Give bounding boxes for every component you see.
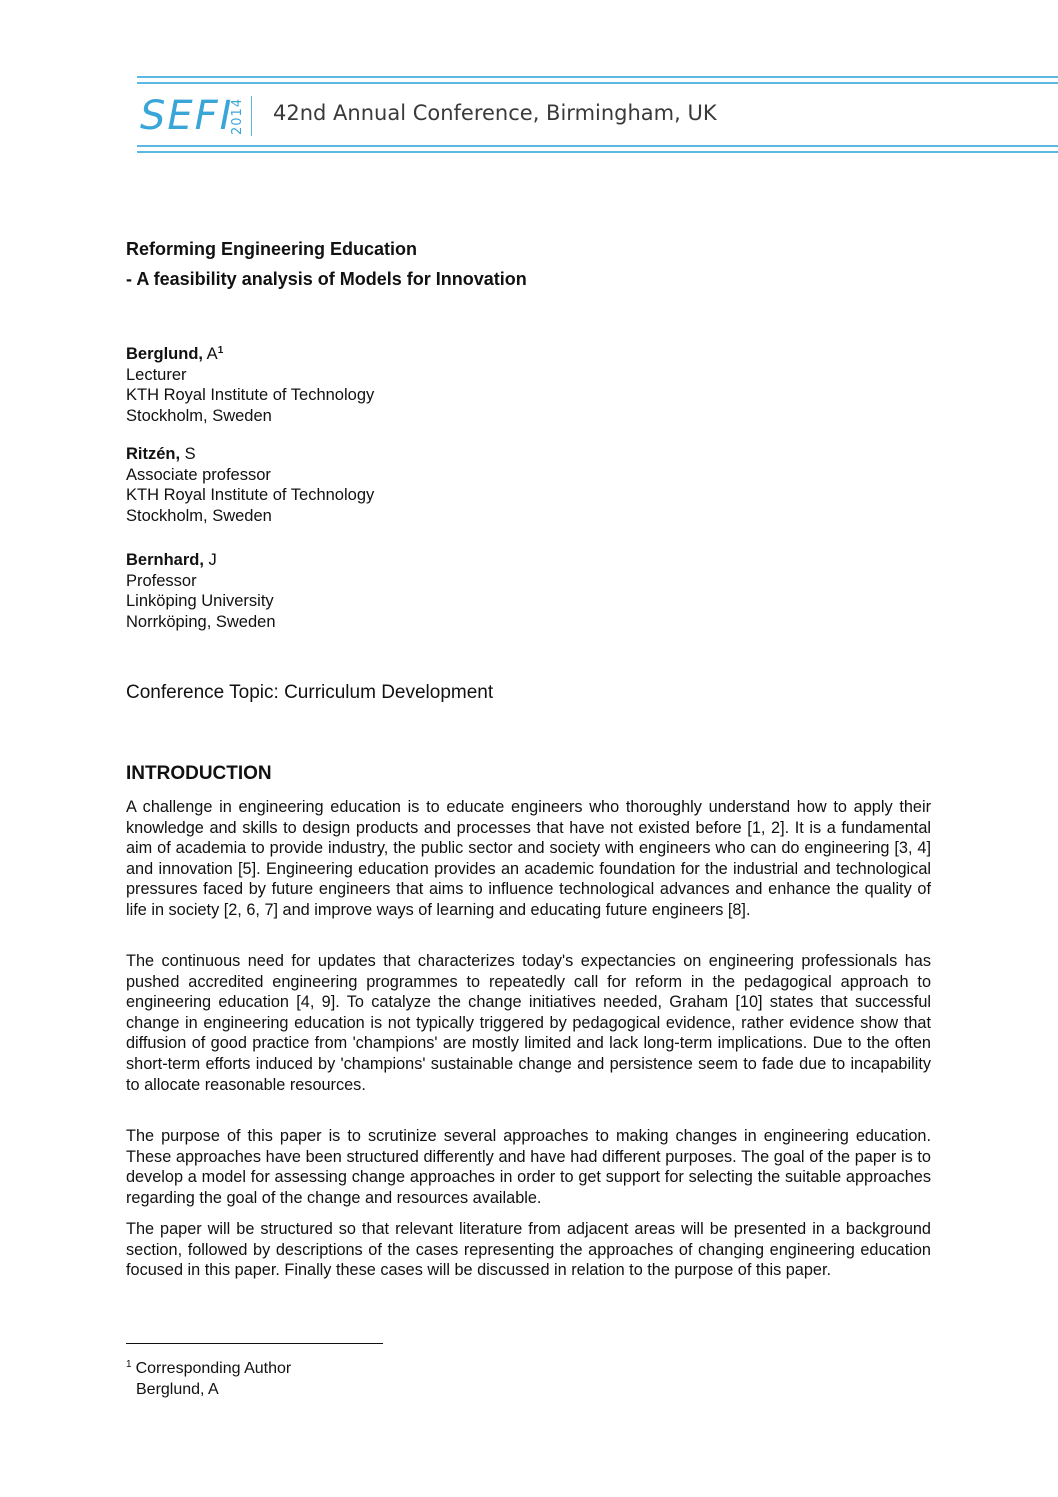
author-block <box>126 550 276 632</box>
header-rule-top-inner <box>137 82 1058 84</box>
body-paragraph: The paper will be structured so that relevant literature from adjacent areas will be presented in a background section, followed by descriptions of the cases representing the approaches of changing engineering education focused in this paper. Finally these cases will be discussed in relation to the purpose of this paper. <box>126 1220 931 1280</box>
footnote-text: Corresponding Author <box>135 1360 292 1377</box>
author-role: Professor <box>126 571 197 590</box>
header-rule-bottom-inner <box>137 145 1058 147</box>
author-name <box>126 444 374 465</box>
author-surname: Ritzén, <box>126 445 181 463</box>
author-block <box>126 444 374 526</box>
header-rule-top <box>137 76 1058 78</box>
logo-year <box>230 99 266 135</box>
footnote-line-1 <box>126 1354 291 1379</box>
sefi-logo: SEFI <box>140 93 234 139</box>
footnote-rule <box>126 1343 383 1344</box>
author-location: Stockholm, Sweden <box>126 406 272 425</box>
author-name <box>126 550 276 571</box>
conference-topic: Conference Topic: Curriculum Development <box>126 682 494 703</box>
author-initial: A <box>203 345 218 363</box>
author-initial: J <box>203 551 217 569</box>
title-line-2: - A feasibility analysis of Models for Innovation <box>126 269 527 289</box>
header-rule-bottom <box>137 151 1058 153</box>
author-block <box>126 341 374 426</box>
section-heading: INTRODUCTION <box>126 763 272 784</box>
author-affiliation: Linköping University <box>126 592 274 610</box>
author-surname: Bernhard, <box>126 551 204 569</box>
author-location: Norrköping, Sweden <box>126 612 276 631</box>
body-paragraph: The purpose of this paper is to scrutinize several approaches to making changes in engineering education. These approaches have been structured differently and have had different purposes. The goal of the paper is to develop a model for assessing change approaches in order to get support for selecting the suitable approaches regarding the goal of the change and resources available. <box>126 1127 931 1207</box>
body-paragraph: The continuous need for updates that characterizes today's expectancies on engineering professionals has pushed accredited engineering programmes to repeatedly call for reform in the pedagogical approach to engineering education [4, 9]. To catalyze the change initiatives needed, Graham [10] states that successful change in engineering education is not typically triggered by pedagogical evidence, rather evidence show that diffusion of good practice from 'champions' are mostly limited and lack long-term implications. Due to the often short-term efforts induced by 'champions' sustainable change and persistence seem to fade due to incapability to allocate reasonable resources. <box>126 952 931 1094</box>
author-name <box>126 341 374 365</box>
author-location: Stockholm, Sweden <box>126 506 272 525</box>
footnote <box>126 1354 291 1400</box>
author-affiliation: KTH Royal Institute of Technology <box>126 386 375 404</box>
logo-year-text: 2014 <box>230 97 245 135</box>
footnote-mark: 1 <box>217 345 224 356</box>
body-paragraph: A challenge in engineering education is to educate engineers who thoroughly understand how to apply their knowledge and skills to design products and processes that have not existed before [1, 2]. It is a fundamental aim of academia to provide industry, the public sector and society with engineers who can do engineering [3, 4] and innovation [5]. Engineering education provides an academic foundation for the industrial and technological pressures faced by future engineers that aims to influence technological advances and enhance the quality of life in society [2, 6, 7] and improve ways of learning and educating future engineers [8]. <box>126 798 931 919</box>
paper-title <box>126 234 527 294</box>
conference-title: 42nd Annual Conference, Birmingham, UK <box>273 101 717 125</box>
author-affiliation: KTH Royal Institute of Technology <box>126 486 375 504</box>
author-surname: Berglund, <box>126 345 203 363</box>
author-initial: S <box>180 445 196 463</box>
title-line-1: Reforming Engineering Education <box>126 239 418 259</box>
author-role: Lecturer <box>126 365 187 384</box>
footnote-line-2: Berglund, A <box>136 1381 219 1398</box>
footnote-number: 1 <box>126 1359 132 1370</box>
author-role: Associate professor <box>126 465 271 484</box>
